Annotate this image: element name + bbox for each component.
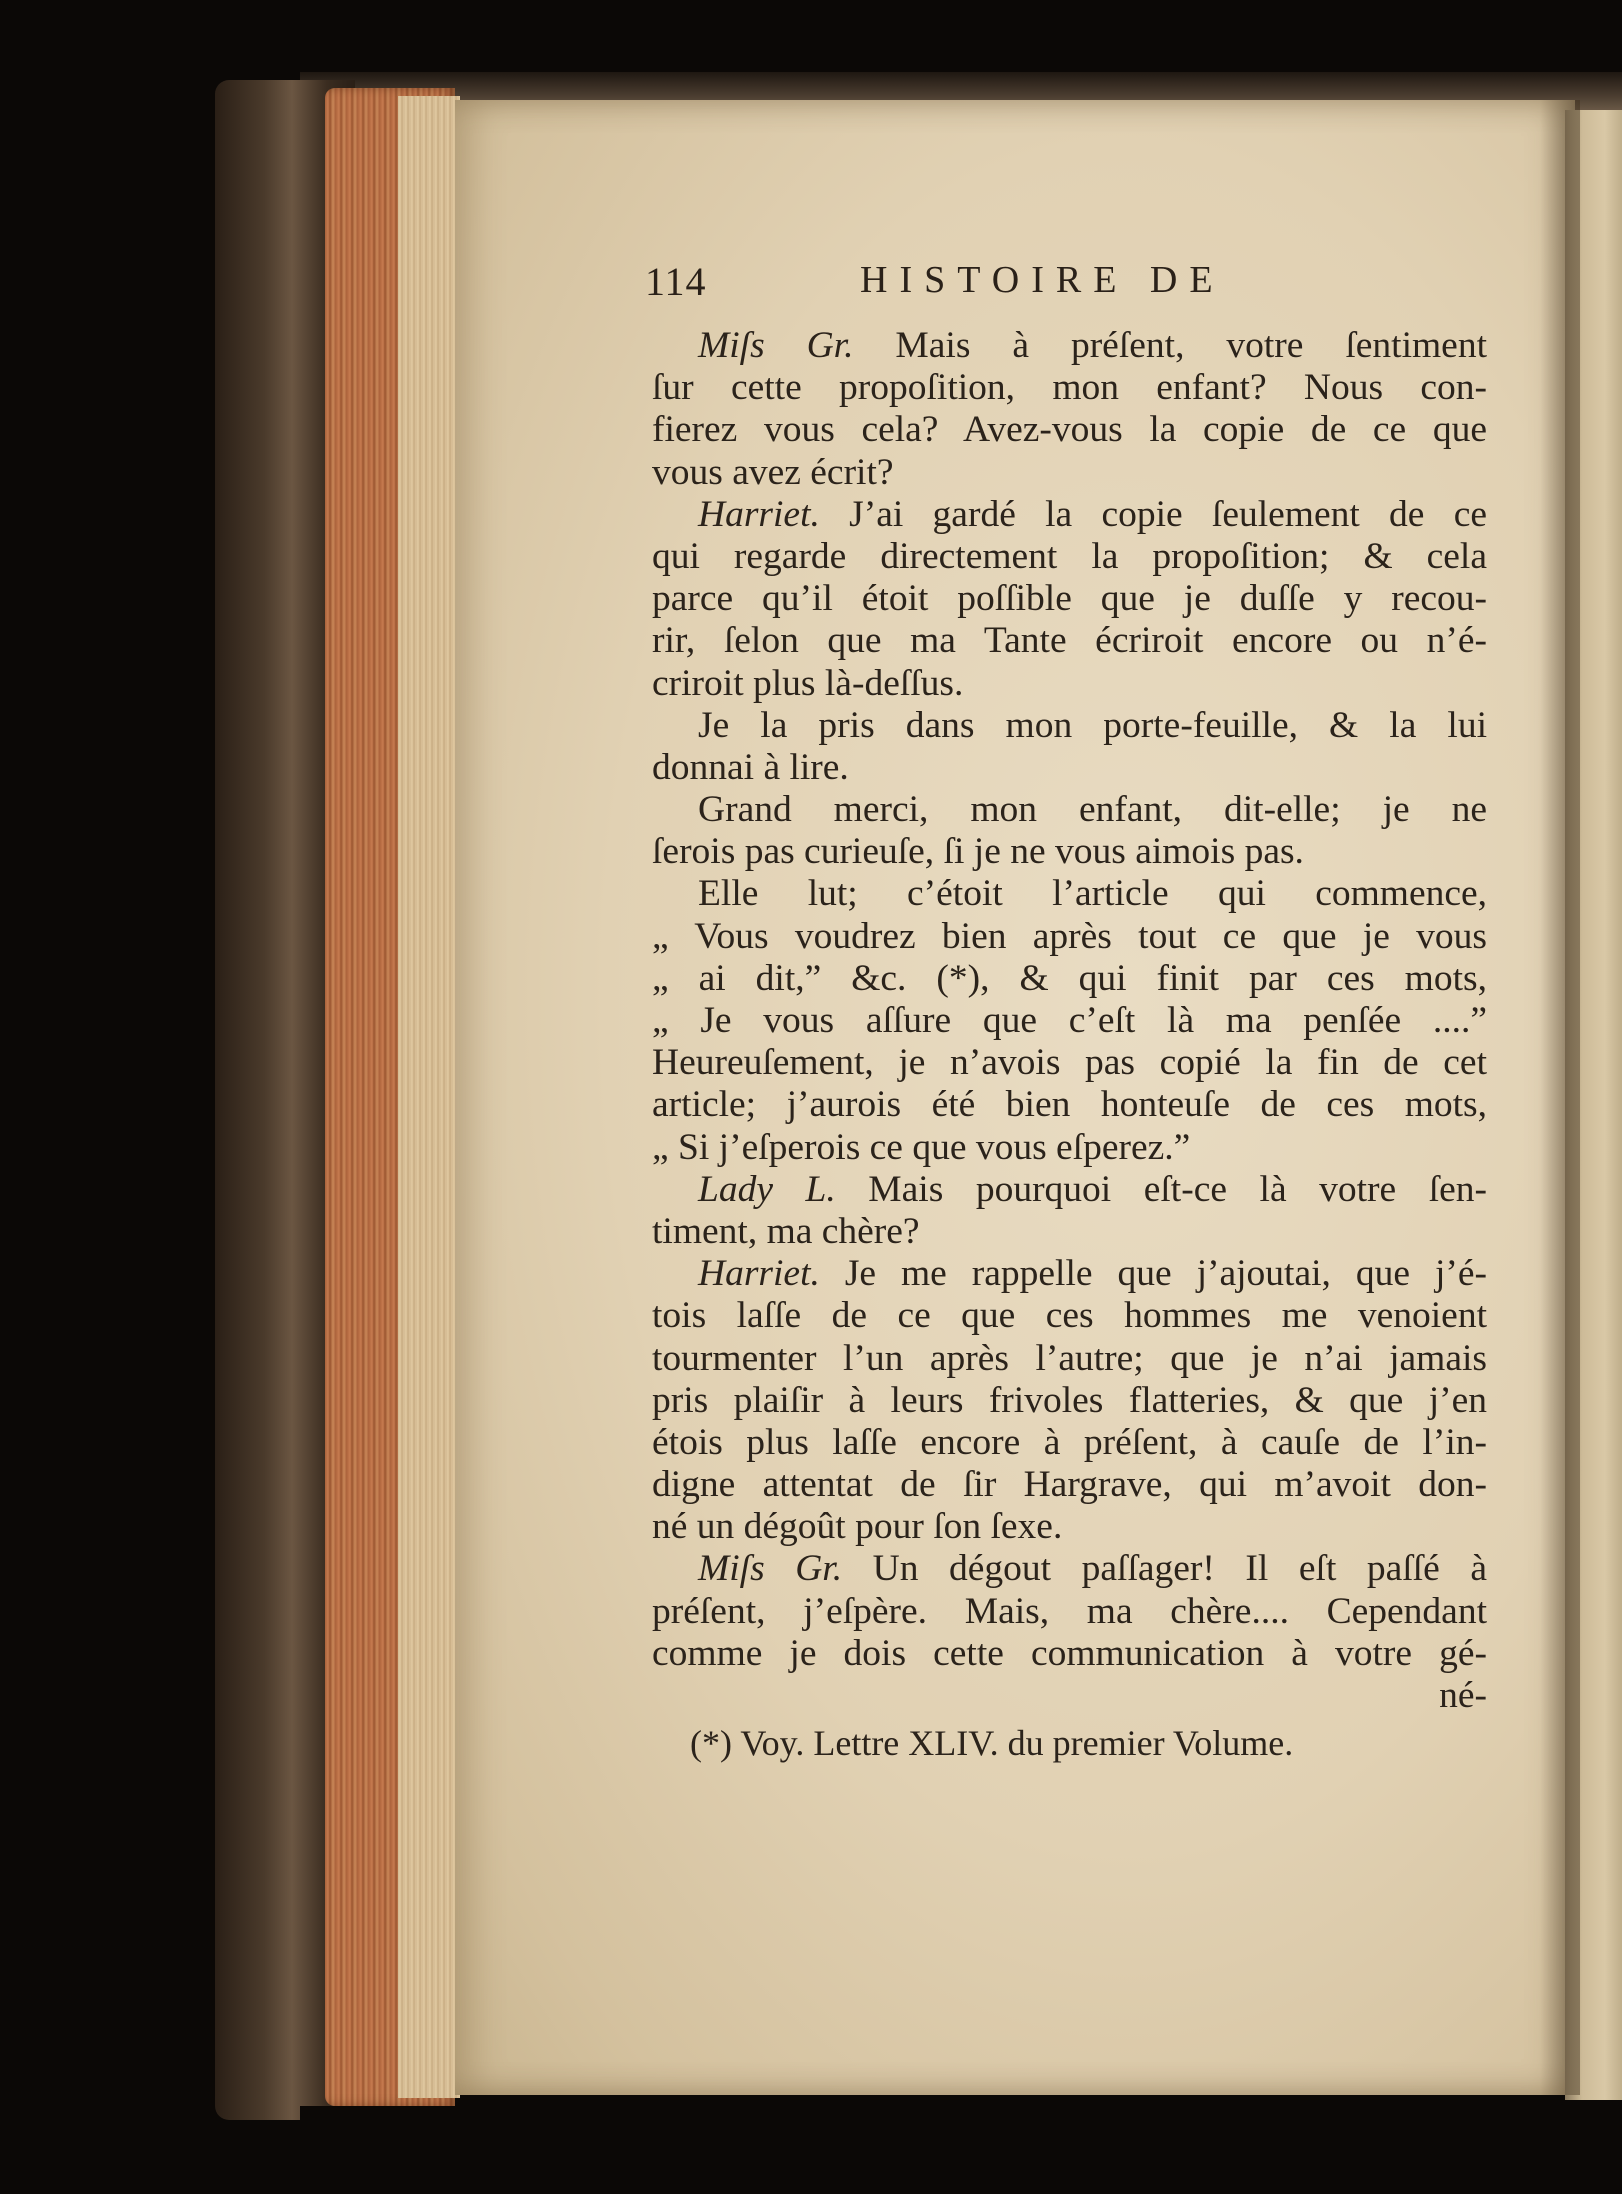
line-text: article; j’aurois été bien honteuſe de ces mots, bbox=[652, 1084, 1487, 1126]
line-text: rir, ſelon que ma Tante écriroit encore ou n’é- bbox=[652, 620, 1487, 662]
text-line bbox=[652, 831, 1487, 873]
scan-background bbox=[300, 2106, 1622, 2194]
line-text: J’ai gardé la copie ſeulement de ce bbox=[819, 493, 1487, 535]
line-text: criroit plus là-deſſus. bbox=[652, 662, 964, 704]
speaker-name: Harriet. bbox=[698, 493, 820, 535]
text-line bbox=[652, 409, 1487, 451]
speaker-name: Harriet. bbox=[698, 1253, 820, 1295]
line-text: pris plaiſir à leurs frivoles flatteries, & que j’en bbox=[652, 1379, 1487, 1421]
text-line bbox=[652, 578, 1487, 620]
text-line bbox=[652, 1675, 1487, 1717]
text-line bbox=[652, 1464, 1487, 1506]
text-line bbox=[652, 1548, 1487, 1590]
line-text: tois laſſe de ce que ces hommes me venoient bbox=[652, 1295, 1487, 1337]
line-text: préſent, j’eſpère. Mais, ma chère.... Cependant bbox=[652, 1590, 1487, 1632]
page-edges-inner bbox=[398, 96, 460, 2098]
line-text: fierez vous cela? Avez-vous la copie de ce que bbox=[652, 409, 1487, 451]
text-line bbox=[652, 536, 1487, 578]
line-text: Heureuſement, je n’avois pas copié la fin de cet bbox=[652, 1042, 1487, 1084]
line-text: parce qu’il étoit poſſible que je duſſe y recou- bbox=[652, 578, 1487, 620]
footnote: (*) Voy. Lettre XLIV. du premier Volume. bbox=[690, 1723, 1294, 1763]
text-line bbox=[652, 452, 1487, 494]
text-line bbox=[652, 620, 1487, 662]
text-line bbox=[652, 1295, 1487, 1337]
text-line bbox=[652, 1633, 1487, 1675]
speaker-name: Miſs Gr. bbox=[698, 1548, 843, 1590]
text-line bbox=[652, 1042, 1487, 1084]
running-title: HISTOIRE DE bbox=[860, 259, 1225, 301]
line-text: né un dégoût pour ſon ſexe. bbox=[652, 1506, 1063, 1548]
line-text: tourmenter l’un après l’autre; que je n’ai jamais bbox=[652, 1337, 1487, 1379]
text-line bbox=[652, 1084, 1487, 1126]
line-text: Je me rappelle que j’ajoutai, que j’é- bbox=[819, 1253, 1487, 1295]
speaker-name: Lady L. bbox=[698, 1168, 836, 1210]
line-text: Un dégout paſſager! Il eſt paſſé à bbox=[842, 1548, 1487, 1590]
text-line bbox=[652, 1000, 1487, 1042]
text-line bbox=[652, 1591, 1487, 1633]
text-line bbox=[652, 663, 1487, 705]
text-line bbox=[652, 789, 1487, 831]
text-line bbox=[652, 1253, 1487, 1295]
speaker-name: Miſs Gr. bbox=[698, 325, 854, 366]
running-head bbox=[645, 258, 1505, 314]
text-line bbox=[652, 747, 1487, 789]
body-text bbox=[652, 325, 1487, 1717]
text-line bbox=[652, 1506, 1487, 1548]
text-line bbox=[652, 705, 1487, 747]
text-line bbox=[652, 1422, 1487, 1464]
text-line bbox=[652, 1169, 1487, 1211]
text-line bbox=[652, 958, 1487, 1000]
line-text: timent, ma chère? bbox=[652, 1210, 920, 1252]
line-text: qui regarde directement la propoſition; & cela bbox=[652, 535, 1487, 577]
page-number: 114 bbox=[645, 259, 707, 304]
text-line bbox=[652, 494, 1487, 536]
text-line bbox=[652, 1211, 1487, 1253]
text-line bbox=[652, 325, 1487, 367]
line-text: Je la pris dans mon porte-feuille, & la lui bbox=[698, 704, 1487, 746]
text-line bbox=[652, 916, 1487, 958]
line-text: donnai à lire. bbox=[652, 746, 849, 788]
gutter-shadow bbox=[1540, 100, 1580, 2095]
line-text: Mais pourquoi eſt-ce là votre ſen- bbox=[835, 1168, 1487, 1210]
text-line bbox=[652, 1380, 1487, 1422]
line-text: comme je dois cette communication à votre gé- bbox=[652, 1632, 1487, 1674]
text-line bbox=[652, 873, 1487, 915]
line-text: „ Si j’eſperois ce que vous eſperez.” bbox=[652, 1126, 1191, 1168]
line-text: Elle lut; c’étoit l’article qui commence, bbox=[698, 873, 1487, 915]
line-text: ſerois pas curieuſe, ſi je ne vous aimois pas. bbox=[652, 831, 1304, 873]
line-text: étois plus laſſe encore à préſent, à cauſe de l’in- bbox=[652, 1421, 1487, 1463]
line-text: Mais à préſent, votre ſentiment bbox=[853, 325, 1487, 366]
text-line bbox=[652, 367, 1487, 409]
line-text: „ ai dit,” &c. (*), & qui finit par ces mots, bbox=[652, 957, 1487, 999]
text-line bbox=[652, 1338, 1487, 1380]
line-text: Grand merci, mon enfant, dit-elle; je ne bbox=[698, 789, 1487, 831]
line-text: ſur cette propoſition, mon enfant? Nous con- bbox=[652, 367, 1487, 409]
line-text: vous avez écrit? bbox=[652, 451, 894, 493]
line-text: né- bbox=[1439, 1675, 1487, 1716]
line-text: „ Vous voudrez bien après tout ce que je vous bbox=[652, 915, 1487, 957]
line-text: digne attentat de ſir Hargrave, qui m’avoit don- bbox=[652, 1464, 1487, 1506]
line-text: „ Je vous aſſure que c’eſt là ma penſée ....” bbox=[652, 1000, 1487, 1041]
text-line bbox=[652, 1127, 1487, 1169]
